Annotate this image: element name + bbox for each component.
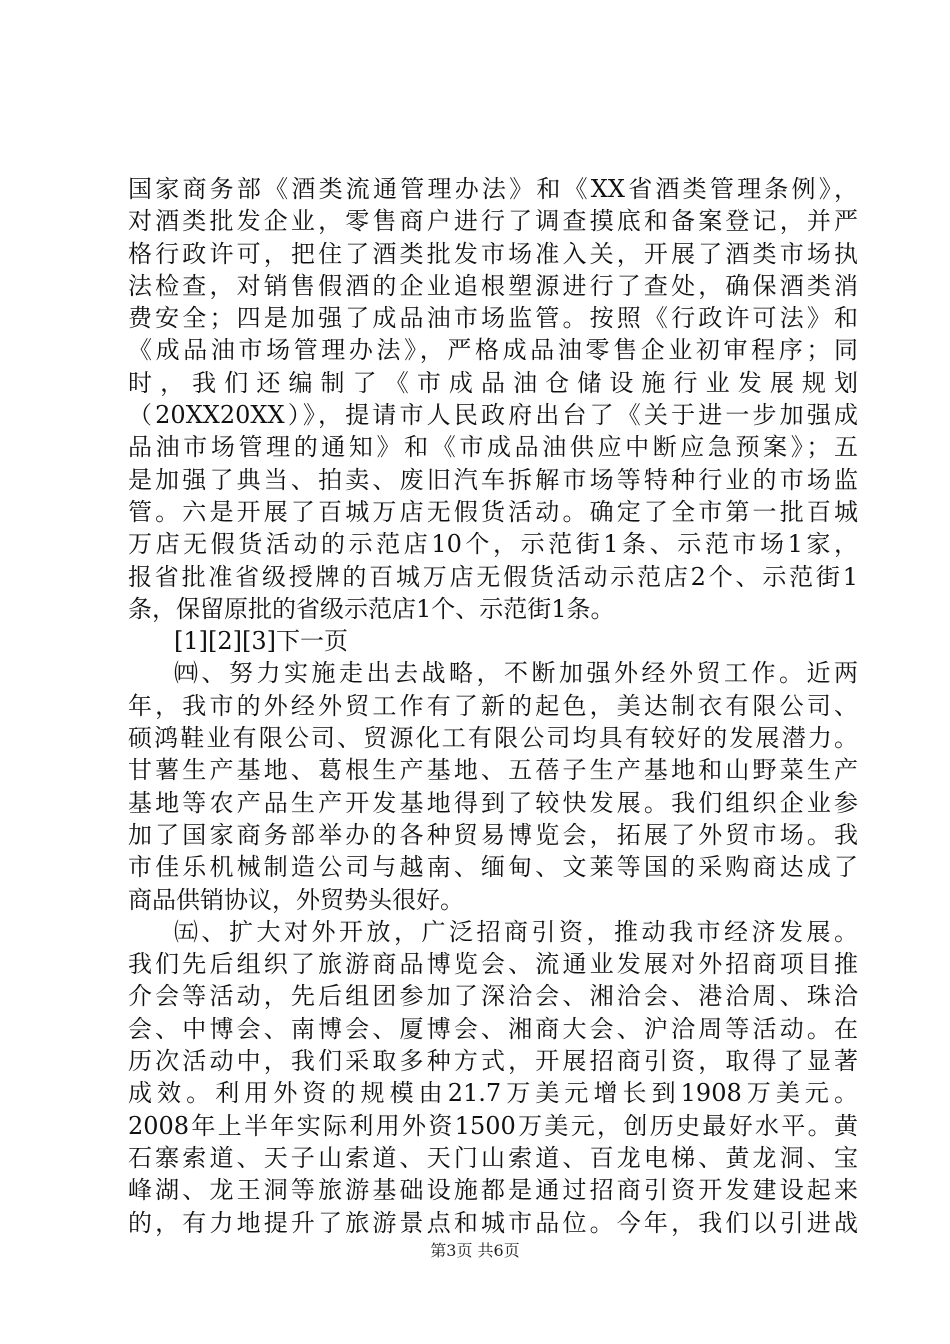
- text-line: 基地等农产品生产开发基地得到了较快发展。我们组织企业参: [128, 788, 858, 817]
- text-line: 甘薯生产基地、葛根生产基地、五蓓子生产基地和山野菜生产: [128, 756, 858, 785]
- text-line: 峰湖、龙王洞等旅游基础设施都是通过招商引资开发建设起来: [128, 1176, 858, 1205]
- text-line: 对酒类批发企业，零售商户进行了调查摸底和备案登记，并严: [128, 207, 858, 236]
- text-line: 2008年上半年实际利用外资1500万美元，创历史最好水平。黄: [128, 1111, 858, 1140]
- text-line: 报省批准省级授牌的百城万店无假货活动示范店2个、示范街1: [128, 562, 858, 591]
- text-line: 费安全；四是加强了成品油市场监管。按照《行政许可法》和: [128, 304, 858, 333]
- text-line: 万店无假货活动的示范店10个，示范街1条、示范市场1家，: [128, 530, 858, 559]
- text-line: 石寨索道、天子山索道、天门山索道、百龙电梯、黄龙洞、宝: [128, 1143, 858, 1172]
- text-line: 品油市场管理的通知》和《市成品油供应中断应急预案》；五: [128, 433, 858, 462]
- text-line: 《成品油市场管理办法》，严格成品油零售企业初审程序；同: [128, 336, 858, 365]
- text-line: 会、中博会、南博会、厦博会、湘商大会、沪洽周等活动。在: [128, 1014, 858, 1043]
- text-line: 格行政许可，把住了酒类批发市场准入关，开展了酒类市场执: [128, 239, 858, 268]
- section-heading-line: ㈤、扩大对外开放，广泛招商引资，推动我市经济发展。: [174, 917, 858, 946]
- text-line: 时，我们还编制了《市成品油仓储设施行业发展规划: [128, 368, 858, 397]
- text-line: （20XX20XX）》，提请市人民政府出台了《关于进一步加强成: [128, 401, 858, 430]
- page-navigation-link[interactable]: [1][2][3]下一页: [174, 627, 348, 656]
- text-line: 年，我市的外经外贸工作有了新的起色，美达制衣有限公司、: [128, 691, 858, 720]
- text-line: 加了国家商务部举办的各种贸易博览会，拓展了外贸市场。我: [128, 820, 858, 849]
- text-line: 国家商务部《酒类流通管理办法》和《XX省酒类管理条例》，: [128, 175, 858, 203]
- text-line: 市佳乐机械制造公司与越南、缅甸、文莱等国的采购商达成了: [128, 853, 858, 882]
- text-line: 介会等活动，先后组团参加了深洽会、湘洽会、港洽周、珠洽: [128, 982, 858, 1011]
- text-line: 我们先后组织了旅游商品博览会、流通业发展对外招商项目推: [128, 950, 858, 979]
- section-heading-line: ㈣、努力实施走出去战略，不断加强外经外贸工作。近两: [174, 659, 858, 688]
- text-line: 成效。利用外资的规模由21.7万美元增长到1908万美元。: [128, 1079, 858, 1108]
- page-number-footer: 第3页 共6页: [430, 1241, 520, 1260]
- text-line: 的，有力地提升了旅游景点和城市品位。今年，我们以引进战: [128, 1208, 858, 1237]
- text-line: 历次活动中，我们采取多种方式，开展招商引资，取得了显著: [128, 1047, 858, 1076]
- text-line: 是加强了典当、拍卖、废旧汽车拆解市场等特种行业的市场监: [128, 465, 858, 494]
- text-line: 法检查，对销售假酒的企业追根塑源进行了查处，确保酒类消: [128, 271, 858, 300]
- text-line: 管。六是开展了百城万店无假货活动。确定了全市第一批百城: [128, 497, 858, 526]
- body-text: [128, 173, 858, 1239]
- text-line: 条，保留原批的省级示范店1个、示范街1条。: [128, 594, 615, 623]
- text-line: 商品供销协议，外贸势头很好。: [128, 885, 464, 914]
- text-line: 硕鸿鞋业有限公司、贸源化工有限公司均具有较好的发展潜力。: [128, 724, 858, 753]
